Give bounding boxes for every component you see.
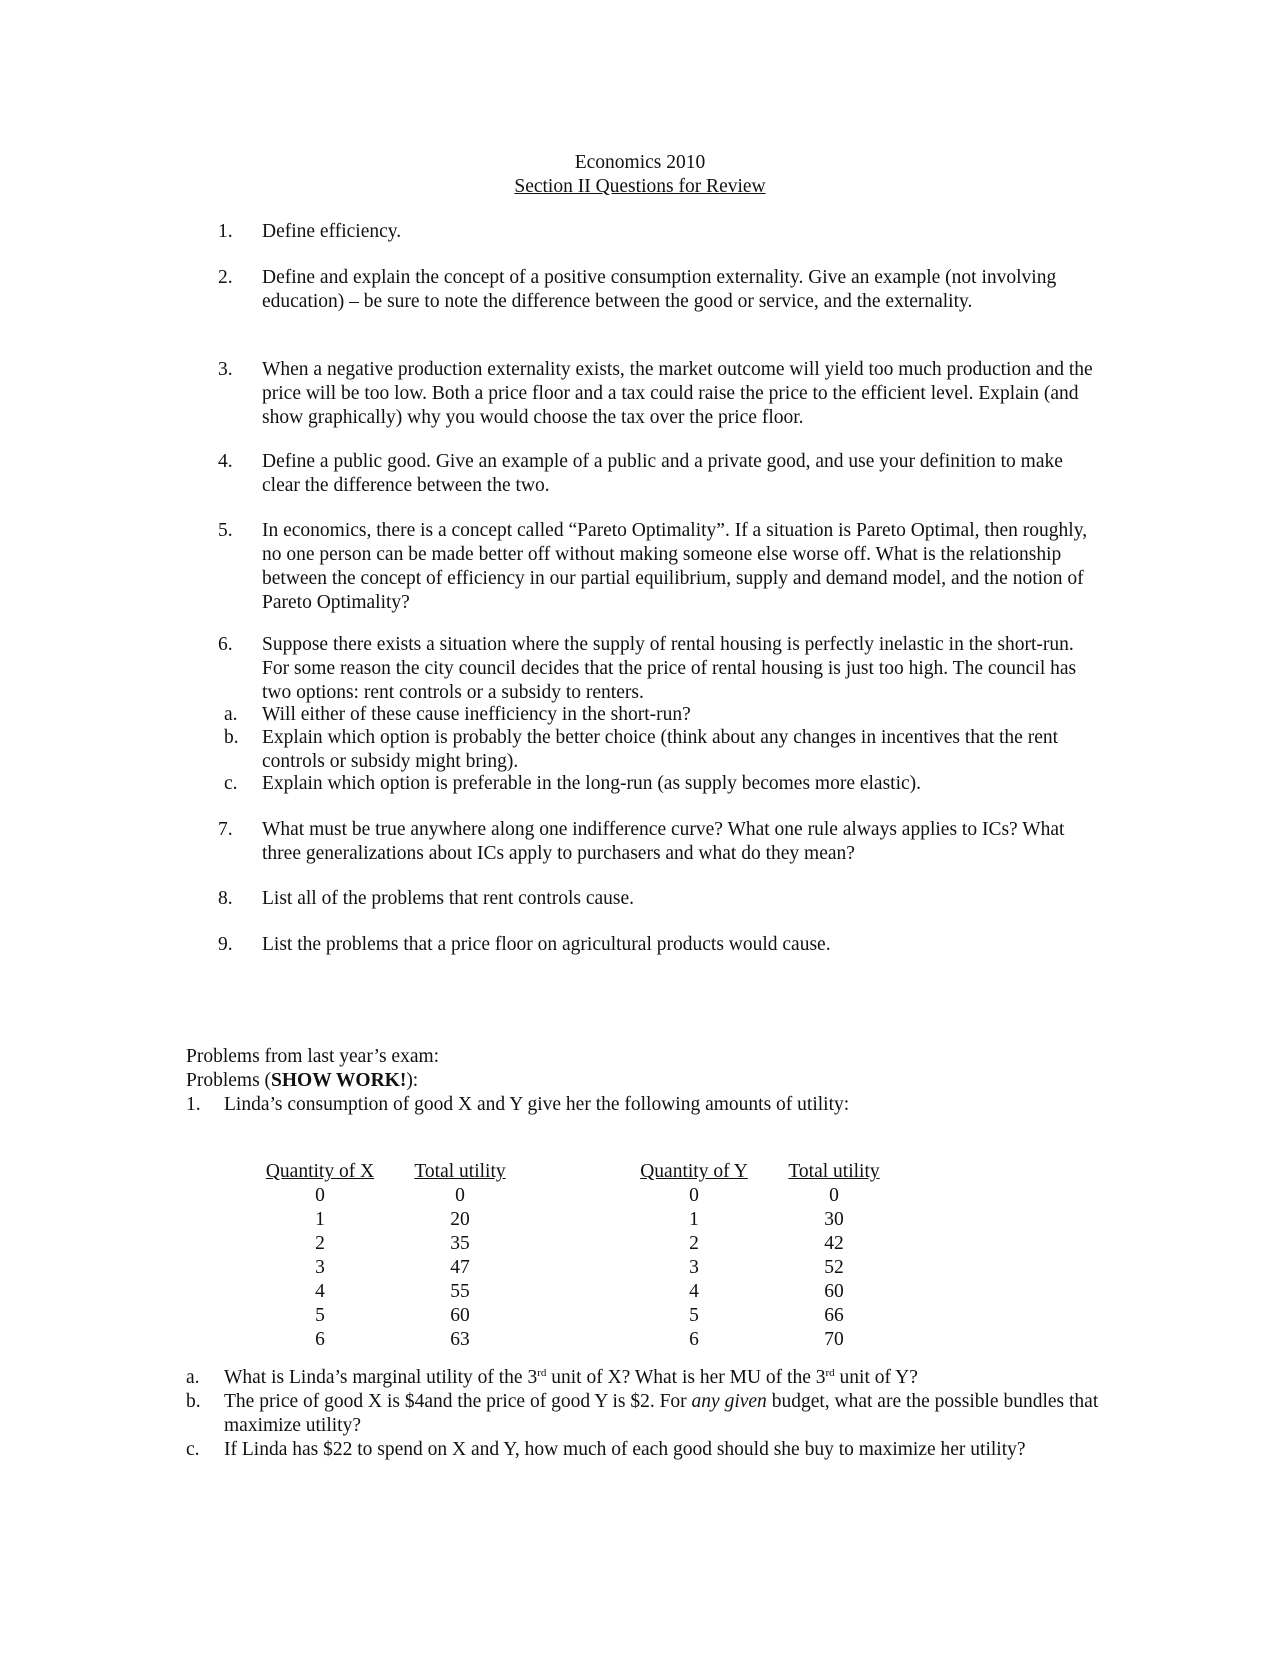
question-number: 6. xyxy=(218,634,233,655)
table-header: Total utility xyxy=(414,1161,506,1182)
problems-heading-prefix: Problems ( xyxy=(186,1070,272,1091)
table-cell: 0 xyxy=(689,1185,699,1206)
part-a-text-3: unit of Y? xyxy=(834,1367,918,1388)
question-number: 3. xyxy=(218,359,233,380)
part-text xyxy=(224,1366,1104,1390)
table-cell: 1 xyxy=(689,1209,699,1230)
problems-heading-suffix: ): xyxy=(406,1070,419,1091)
question-text: Define and explain the concept of a positive consumption externality. Give an example (not involving education) – be sure to note the difference between the good or service, and the externality. xyxy=(262,267,1057,312)
question-number: 2. xyxy=(218,267,233,288)
table-cell: 66 xyxy=(824,1305,844,1326)
question-text: When a negative production externality exists, the market outcome will yield too much production and the price will be too low. Both a price floor and a tax could raise the price to the efficient level. Explain (and show graphically) why you would choose the tax over the price floor. xyxy=(262,359,1093,428)
table-cell: 0 xyxy=(315,1185,325,1206)
ordinal-suffix: rd xyxy=(825,1367,835,1379)
table-cell: 2 xyxy=(689,1233,699,1254)
part-text: If Linda has $22 to spend on X and Y, how much of each good should she buy to maximize her utility? xyxy=(224,1439,1026,1460)
table-cell: 35 xyxy=(450,1233,470,1254)
part-letter: c. xyxy=(186,1439,200,1460)
table-cell: 5 xyxy=(315,1305,325,1326)
table-cell: 6 xyxy=(689,1329,699,1350)
question-text: In economics, there is a concept called “Pareto Optimality”. If a situation is Pareto Optimal, then roughly, no one person can be made better off without making someone else worse off. What is the relationship between the concept of efficiency in our partial equilibrium, supply and demand model, and the notion of Pareto Optimality? xyxy=(262,520,1088,613)
question-text: Define efficiency. xyxy=(262,221,402,242)
subpart-letter: c. xyxy=(224,773,238,794)
table-cell: 0 xyxy=(829,1185,839,1206)
question-number: 8. xyxy=(218,888,233,909)
question-text: List all of the problems that rent controls cause. xyxy=(262,888,635,909)
table-cell: 70 xyxy=(824,1329,844,1350)
table-cell: 30 xyxy=(824,1209,844,1230)
question-text: Define a public good. Give an example of a public and a private good, and use your definition to make clear the difference between the two. xyxy=(262,451,1063,496)
table-cell: 20 xyxy=(450,1209,470,1230)
table-column-tu-x xyxy=(408,1160,512,1352)
ordinal-suffix: rd xyxy=(537,1367,547,1379)
table-column-qty-y xyxy=(633,1160,755,1352)
table-cell: 4 xyxy=(689,1281,699,1302)
table-cell: 4 xyxy=(315,1281,325,1302)
part-letter: b. xyxy=(186,1391,201,1412)
problem-number: 1. xyxy=(186,1094,201,1115)
question-text: What must be true anywhere along one indifference curve? What one rule always applies to ICs? What three generalizations about ICs apply to purchasers and what do they mean? xyxy=(262,819,1065,864)
part-letter: a. xyxy=(186,1367,200,1388)
question-number: 5. xyxy=(218,520,233,541)
problems-heading xyxy=(186,1069,418,1093)
table-header: Quantity of X xyxy=(265,1161,375,1182)
table-cell: 5 xyxy=(689,1305,699,1326)
table-cell: 42 xyxy=(824,1233,844,1254)
problems-heading-bold: SHOW WORK! xyxy=(271,1070,407,1091)
document-subtitle: Section II Questions for Review xyxy=(514,176,766,197)
part-text xyxy=(224,1390,1104,1438)
subpart-letter: a. xyxy=(224,704,238,725)
subpart-text: Will either of these cause inefficiency in the short-run? xyxy=(262,704,691,725)
subpart-text: Explain which option is probably the better choice (think about any changes in incentives that the rent controls or subsidy might bring). xyxy=(262,727,1059,772)
table-cell: 0 xyxy=(455,1185,465,1206)
part-b-text-1: The price of good X is $4and the price of good Y is $2. For xyxy=(224,1391,692,1412)
question-text: Suppose there exists a situation where the supply of rental housing is perfectly inelastic in the short-run. For some reason the city council decides that the price of rental housing is just too high. The council has two options: rent controls or a subsidy to renters. xyxy=(262,634,1077,703)
table-cell: 63 xyxy=(450,1329,470,1350)
table-cell: 52 xyxy=(824,1257,844,1278)
part-a-text-1: What is Linda’s marginal utility of the 3 xyxy=(224,1367,538,1388)
question-number: 7. xyxy=(218,819,233,840)
problem-text: Linda’s consumption of good X and Y give her the following amounts of utility: xyxy=(224,1094,850,1115)
question-number: 9. xyxy=(218,934,233,955)
question-number: 1. xyxy=(218,221,233,242)
table-cell: 60 xyxy=(824,1281,844,1302)
table-cell: 6 xyxy=(315,1329,325,1350)
table-cell: 55 xyxy=(450,1281,470,1302)
subpart-letter: b. xyxy=(224,727,239,748)
table-cell: 3 xyxy=(689,1257,699,1278)
part-b-italic: any given xyxy=(691,1391,767,1412)
table-cell: 2 xyxy=(315,1233,325,1254)
problems-intro: Problems from last year’s exam: xyxy=(186,1046,440,1067)
table-cell: 1 xyxy=(315,1209,325,1230)
table-header: Quantity of Y xyxy=(640,1161,748,1182)
part-a-text-2: unit of X? What is her MU of the 3 xyxy=(546,1367,826,1388)
subpart-text: Explain which option is preferable in the long-run (as supply becomes more elastic). xyxy=(262,773,922,794)
table-column-qty-x xyxy=(259,1160,381,1352)
table-cell: 3 xyxy=(315,1257,325,1278)
part-b-text-2: budget, what are the possible bundles that maximize utility? xyxy=(224,1391,1099,1436)
document-title: Economics 2010 xyxy=(574,152,706,173)
table-cell: 47 xyxy=(450,1257,470,1278)
table-header: Total utility xyxy=(788,1161,880,1182)
question-text: List the problems that a price floor on agricultural products would cause. xyxy=(262,934,831,955)
question-number: 4. xyxy=(218,451,233,472)
table-cell: 60 xyxy=(450,1305,470,1326)
table-column-tu-y xyxy=(782,1160,886,1352)
